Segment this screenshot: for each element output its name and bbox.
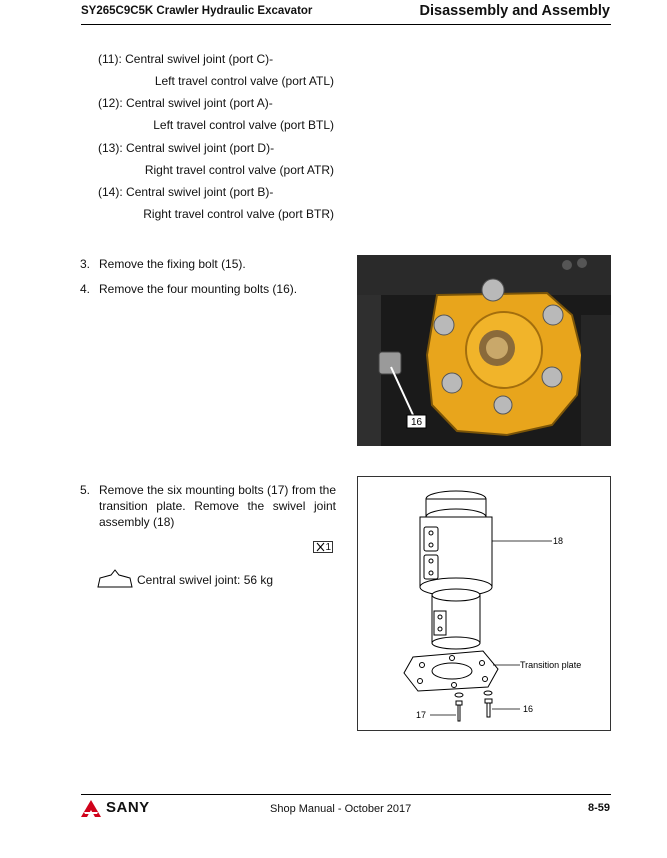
item-index: (14):: [98, 185, 123, 200]
lifting-weight-icon: [97, 568, 133, 590]
step-number: 4.: [80, 282, 91, 296]
x-box-icon: [316, 542, 325, 552]
plate-hole: [452, 683, 457, 688]
brand-name: SANY: [106, 799, 150, 816]
mounting-bolt: [442, 373, 462, 393]
bolt-16-head: [485, 699, 492, 703]
sany-logo-icon: [81, 800, 101, 817]
side-frame: [357, 295, 381, 446]
reference-mark: [313, 541, 333, 553]
diagram-label-18: 18: [553, 536, 564, 546]
photo-drawing: [357, 255, 611, 446]
item-text: Central swivel joint (port C)-: [125, 52, 274, 66]
swivel-joint-diagram: [357, 476, 611, 731]
bolt-16: [379, 352, 401, 374]
item-text: Central swivel joint (port A)-: [126, 96, 273, 111]
step-number: 5.: [80, 483, 91, 497]
transition-plate-drawing: [404, 651, 498, 691]
header-divider: [81, 24, 611, 25]
item-index: (13):: [98, 140, 123, 155]
mounting-bolt: [542, 367, 562, 387]
plate-center-hole: [432, 663, 472, 679]
item-text: Central swivel joint (port D)-: [126, 140, 275, 155]
bolt-16-shank: [487, 703, 490, 717]
item-index: (12):: [98, 96, 123, 111]
frame-bolt: [577, 258, 587, 268]
diagram-drawing: [358, 477, 610, 730]
port-hole: [429, 531, 433, 535]
step-text: Remove the fixing bolt (15).: [99, 257, 246, 271]
bolt-17-head: [456, 701, 462, 705]
mounting-bolt: [482, 279, 504, 301]
footer-publication: Shop Manual - October 2017: [270, 803, 412, 815]
diagram-label-16: 16: [523, 704, 534, 714]
port-connection-line1: [98, 141, 274, 155]
swivel-center-bolt: [486, 337, 508, 359]
weight-note-text: Central swivel joint: 56 kg: [137, 573, 274, 587]
swivel-joint-assembly: [420, 491, 492, 649]
port-connection-line2: Left travel control valve (port BTL): [153, 118, 334, 133]
step-number: 3.: [80, 257, 91, 271]
item-text: Central swivel joint (port B)-: [126, 185, 274, 200]
reference-mark-count: 1: [325, 542, 331, 553]
mounting-bolt: [434, 315, 454, 335]
port-hole: [429, 571, 433, 575]
mounting-bolt: [543, 305, 563, 325]
mounting-bolt: [494, 396, 512, 414]
diagram-label-17: 17: [416, 710, 427, 720]
item-index: (11):: [98, 52, 122, 66]
section-title: Disassembly and Assembly: [419, 3, 610, 19]
step-text: Remove the six mounting bolts (17) from the transition plate. Remove the swivel joint assembly (18): [99, 483, 336, 529]
washer: [455, 693, 463, 697]
port-connection-line2: Right travel control valve (port ATR): [144, 162, 334, 177]
step-text: Remove the four mounting bolts (16).: [99, 282, 298, 296]
plate-hole: [450, 656, 455, 661]
port-connection-line1: [98, 96, 273, 110]
diagram-label-transition-plate: Transition plate: [520, 660, 582, 670]
lower-body-rim: [432, 589, 480, 601]
right-frame: [581, 315, 611, 446]
bolts: [455, 691, 492, 721]
port-hole: [438, 615, 442, 619]
plate-hole: [480, 661, 485, 666]
port-hole: [429, 543, 433, 547]
bolt-17-shank: [458, 705, 460, 721]
washer: [484, 691, 492, 695]
footer-divider: [81, 794, 611, 795]
plate-hole: [420, 663, 425, 668]
page-number: 8-59: [587, 802, 610, 814]
plate-hole: [483, 677, 488, 682]
plate-hole: [418, 679, 423, 684]
port-hole: [429, 559, 433, 563]
swivel-joint-photo: [357, 255, 611, 446]
port-hole: [438, 627, 442, 631]
photo-callout-16: 16: [410, 417, 423, 428]
port-connection-line1: [98, 52, 273, 66]
document-model-title: SY265C9C5K Crawler Hydraulic Excavator: [81, 5, 313, 17]
port-connection-line2: Right travel control valve (port BTR): [143, 207, 334, 222]
frame-bolt: [562, 260, 572, 270]
port-connection-line2: Left travel control valve (port ATL): [154, 74, 334, 88]
lower-body-base: [432, 637, 480, 649]
port-connection-line1: [98, 185, 273, 199]
